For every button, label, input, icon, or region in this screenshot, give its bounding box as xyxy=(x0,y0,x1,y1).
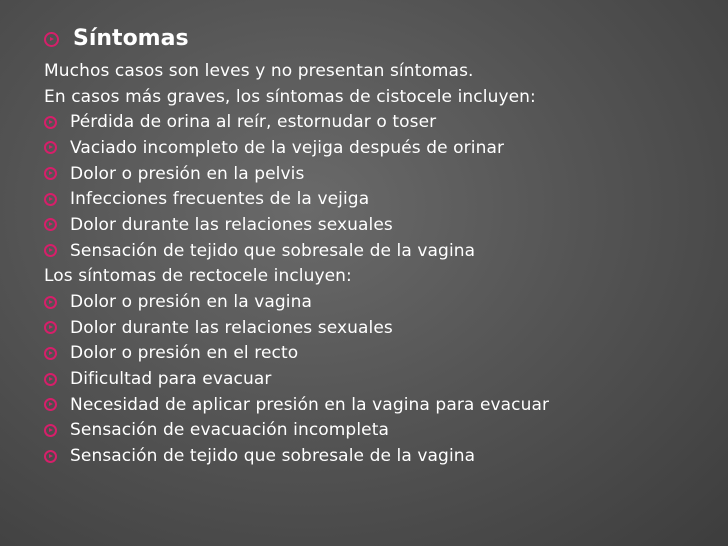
circled-arrow-icon xyxy=(44,347,57,360)
circled-arrow-icon xyxy=(44,32,59,47)
circled-arrow-icon xyxy=(44,450,57,463)
text-line xyxy=(44,58,724,84)
bullet-item xyxy=(44,341,724,367)
bullet-text: Dolor o presión en el recto xyxy=(70,343,299,364)
bullet-text: Vaciado incompleto de la vejiga después de orinar xyxy=(70,137,505,158)
bullet-text: Sensación de tejido que sobresale de la vagina xyxy=(70,240,476,261)
circled-arrow-icon xyxy=(44,244,57,257)
text-line xyxy=(44,84,724,110)
bullet-item xyxy=(44,109,724,135)
circled-arrow-icon xyxy=(44,141,57,154)
bullet-item xyxy=(44,315,724,341)
title-row xyxy=(44,26,189,52)
bullet-text: Dolor o presión en la vagina xyxy=(70,292,313,313)
bullet-text: Sensación de tejido que sobresale de la vagina xyxy=(70,446,476,467)
bullet-text: Dolor durante las relaciones sexuales xyxy=(70,214,393,235)
bullet-item xyxy=(44,135,724,161)
bullet-text: Sensación de evacuación incompleta xyxy=(70,420,389,441)
circled-arrow-icon xyxy=(44,321,57,334)
circled-arrow-icon xyxy=(44,296,57,309)
line-text: En casos más graves, los síntomas de cistocele incluyen: xyxy=(44,86,536,107)
text-line xyxy=(44,264,724,290)
circled-arrow-icon xyxy=(44,373,57,386)
bullet-item xyxy=(44,161,724,187)
bullet-item xyxy=(44,238,724,264)
line-text: Muchos casos son leves y no presentan síntomas. xyxy=(44,60,474,81)
circled-arrow-icon xyxy=(44,167,57,180)
bullet-item xyxy=(44,366,724,392)
bullet-text: Dificultad para evacuar xyxy=(70,369,272,390)
bullet-item xyxy=(44,418,724,444)
bullet-item xyxy=(44,392,724,418)
bullet-item xyxy=(44,289,724,315)
circled-arrow-icon xyxy=(44,218,57,231)
bullet-text: Pérdida de orina al reír, estornudar o toser xyxy=(70,112,437,133)
bullet-text: Necesidad de aplicar presión en la vagina para evacuar xyxy=(70,394,550,415)
circled-arrow-icon xyxy=(44,398,57,411)
bullet-text: Dolor durante las relaciones sexuales xyxy=(70,317,393,338)
circled-arrow-icon xyxy=(44,193,57,206)
line-text: Los síntomas de rectocele incluyen: xyxy=(44,266,352,287)
circled-arrow-icon xyxy=(44,424,57,437)
bullet-item xyxy=(44,212,724,238)
bullet-text: Infecciones frecuentes de la vejiga xyxy=(70,189,370,210)
slide-title: Síntomas xyxy=(73,26,189,51)
bullet-text: Dolor o presión en la pelvis xyxy=(70,163,305,184)
bullet-item xyxy=(44,443,724,469)
slide-body xyxy=(44,58,724,469)
circled-arrow-icon xyxy=(44,116,57,129)
bullet-item xyxy=(44,186,724,212)
